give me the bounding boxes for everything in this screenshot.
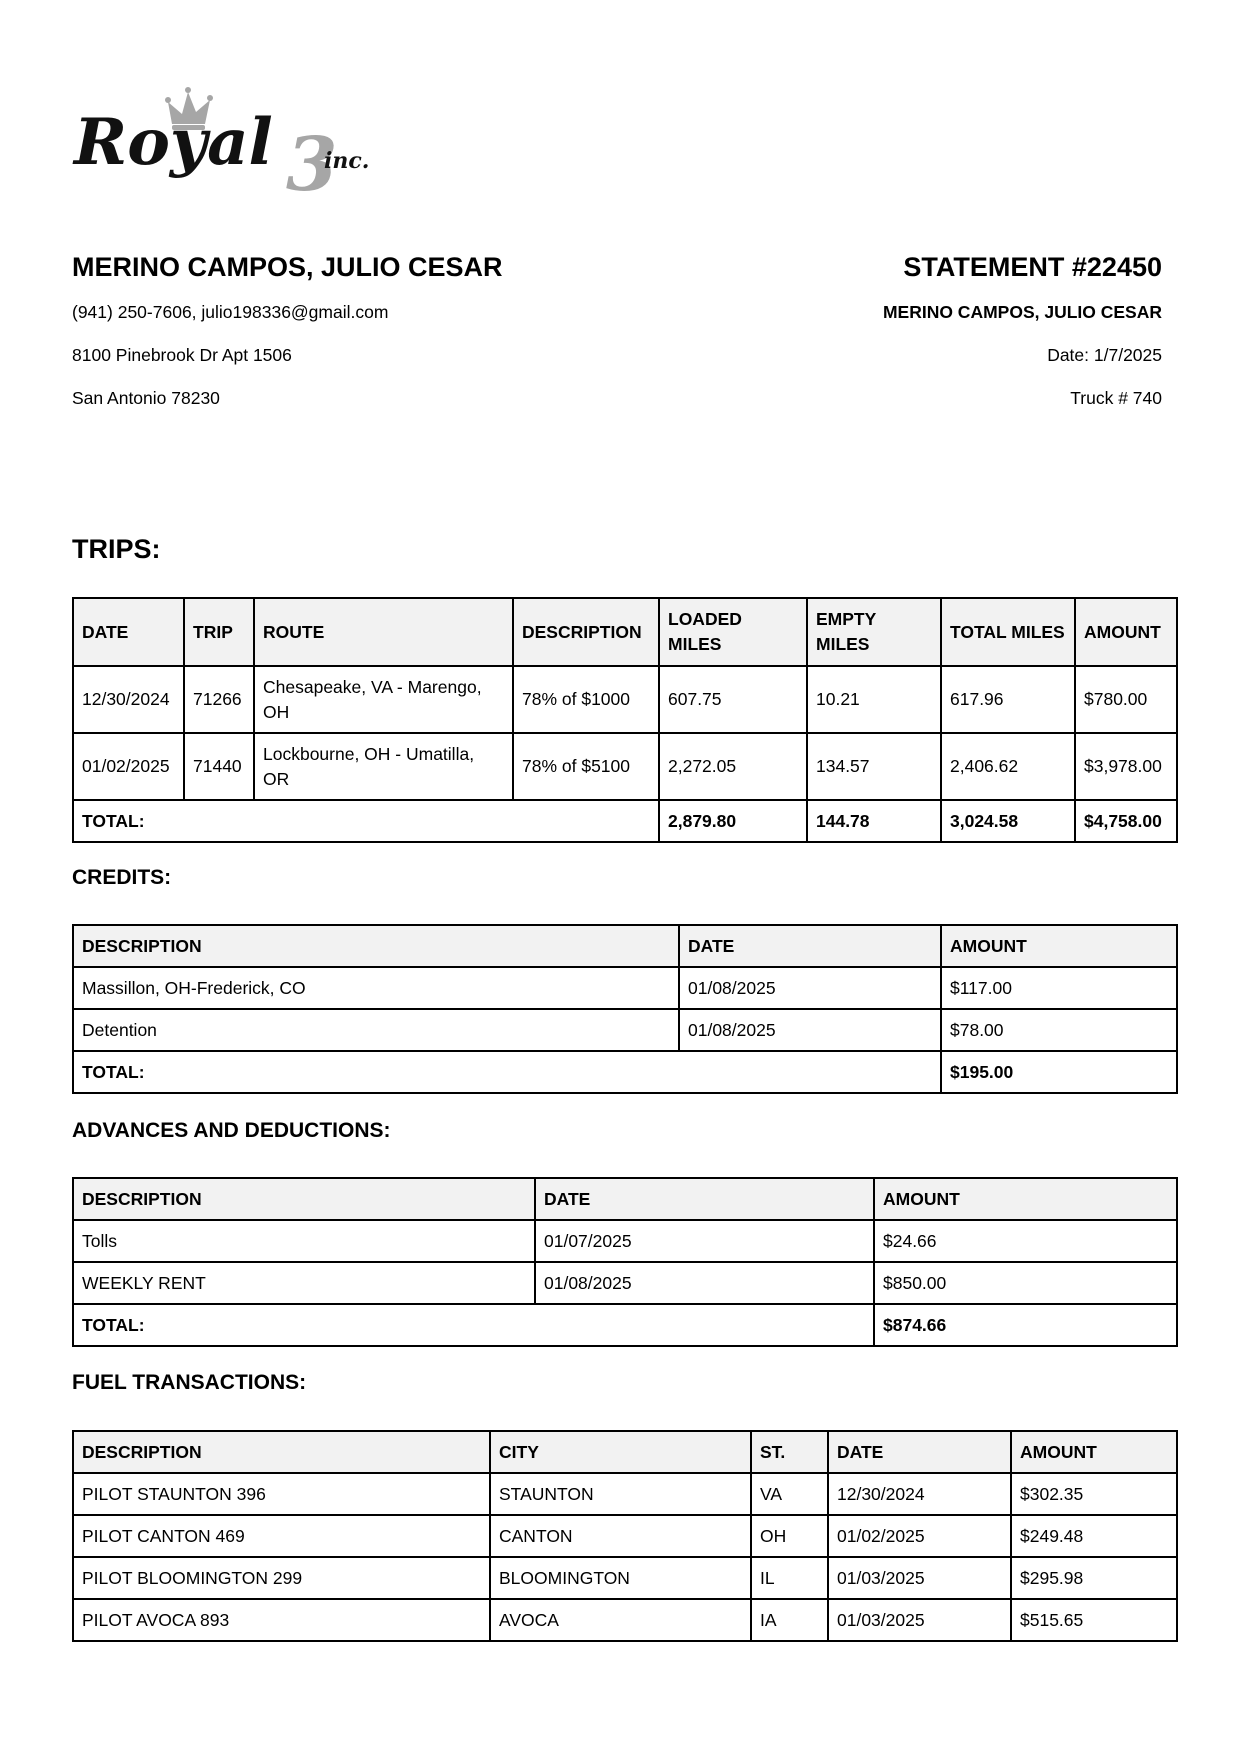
fuel-city: STAUNTON [490,1473,751,1515]
table-row [73,1599,1177,1641]
credits-header-row [73,925,1177,967]
advance-date: 01/08/2025 [535,1262,874,1304]
advances-table [72,1177,1178,1347]
trips-heading: TRIPS: [72,534,161,564]
col-header: DATE [73,598,184,666]
advances-heading: ADVANCES AND DEDUCTIONS: [72,1119,391,1142]
trip-empty-miles: 10.21 [807,666,941,733]
credit-date: 01/08/2025 [679,967,941,1009]
credits-heading: CREDITS: [72,866,172,889]
total-amount: $195.00 [941,1051,1177,1093]
advances-header-row [73,1178,1177,1220]
col-header: LOADED MILES [659,598,807,666]
trip-route: Lockbourne, OH - Umatilla, OR [254,733,513,800]
trips-table [72,597,1178,843]
trip-amount: $780.00 [1075,666,1177,733]
trip-loaded-miles: 2,272.05 [659,733,807,800]
table-row [73,1009,1177,1051]
driver-name: MERINO CAMPOS, JULIO CESAR [72,252,503,282]
total-amount: $874.66 [874,1304,1177,1346]
advance-amount: $24.66 [874,1220,1177,1262]
total-label: TOTAL: [73,800,659,842]
svg-text:3: 3 [286,122,338,196]
trip-empty-miles: 134.57 [807,733,941,800]
table-row [73,967,1177,1009]
col-header: CITY [490,1431,751,1473]
fuel-description: PILOT BLOOMINGTON 299 [73,1557,490,1599]
advance-amount: $850.00 [874,1262,1177,1304]
fuel-description: PILOT STAUNTON 396 [73,1473,490,1515]
total-empty-miles: 144.78 [807,800,941,842]
credit-amount: $117.00 [941,967,1177,1009]
fuel-state: IL [751,1557,828,1599]
table-row [73,1262,1177,1304]
fuel-date: 01/03/2025 [828,1557,1011,1599]
fuel-header-row [73,1431,1177,1473]
driver-info [72,250,632,409]
total-miles: 3,024.58 [941,800,1075,842]
fuel-state: OH [751,1515,828,1557]
col-header: TRIP [184,598,254,666]
col-header: DATE [828,1431,1011,1473]
company-logo [72,78,392,196]
advances-total-row [73,1304,1177,1346]
driver-contact: (941) 250-7606, julio198336@gmail.com [72,302,389,322]
royal-3-logo-art [72,78,392,196]
statement-title: STATEMENT #22450 [903,252,1162,282]
col-header: EMPTY MILES [807,598,941,666]
credit-description: Detention [73,1009,679,1051]
col-header: TOTAL MILES [941,598,1075,666]
trip-total-miles: 2,406.62 [941,733,1075,800]
col-header: AMOUNT [941,925,1177,967]
col-header: DESCRIPTION [73,1178,535,1220]
fuel-amount: $515.65 [1011,1599,1177,1641]
trip-total-miles: 617.96 [941,666,1075,733]
fuel-date: 01/03/2025 [828,1599,1011,1641]
table-row [73,1557,1177,1599]
col-header: ROUTE [254,598,513,666]
driver-address-line2: San Antonio 78230 [72,388,220,408]
statement-date: Date: 1/7/2025 [1047,345,1162,365]
total-loaded-miles: 2,879.80 [659,800,807,842]
fuel-description: PILOT AVOCA 893 [73,1599,490,1641]
col-header: AMOUNT [874,1178,1177,1220]
fuel-state: IA [751,1599,828,1641]
fuel-city: CANTON [490,1515,751,1557]
credit-description: Massillon, OH-Frederick, CO [73,967,679,1009]
total-label: TOTAL: [73,1304,874,1346]
fuel-city: AVOCA [490,1599,751,1641]
col-header: DESCRIPTION [513,598,659,666]
col-header: DESCRIPTION [73,1431,490,1473]
credits-total-row [73,1051,1177,1093]
total-label: TOTAL: [73,1051,941,1093]
table-row [73,1515,1177,1557]
trips-header-row [73,598,1177,666]
fuel-amount: $249.48 [1011,1515,1177,1557]
trip-date: 01/02/2025 [73,733,184,800]
fuel-table [72,1430,1178,1642]
table-row [73,666,1177,733]
col-header: DATE [679,925,941,967]
col-header: DATE [535,1178,874,1220]
trip-number: 71266 [184,666,254,733]
credit-date: 01/08/2025 [679,1009,941,1051]
trip-description: 78% of $1000 [513,666,659,733]
trip-date: 12/30/2024 [73,666,184,733]
table-row [73,1473,1177,1515]
credit-amount: $78.00 [941,1009,1177,1051]
advance-description: Tolls [73,1220,535,1262]
trip-number: 71440 [184,733,254,800]
svg-text:Royal: Royal [74,105,273,180]
trip-amount: $3,978.00 [1075,733,1177,800]
table-row [73,733,1177,800]
credits-table [72,924,1178,1094]
trip-route: Chesapeake, VA - Marengo, OH [254,666,513,733]
col-header: AMOUNT [1011,1431,1177,1473]
fuel-date: 12/30/2024 [828,1473,1011,1515]
fuel-amount: $295.98 [1011,1557,1177,1599]
col-header: DESCRIPTION [73,925,679,967]
driver-address-line1: 8100 Pinebrook Dr Apt 1506 [72,345,292,365]
statement-name: MERINO CAMPOS, JULIO CESAR [882,302,1162,322]
fuel-state: VA [751,1473,828,1515]
col-header: AMOUNT [1075,598,1177,666]
col-header: ST. [751,1431,828,1473]
trip-description: 78% of $5100 [513,733,659,800]
fuel-amount: $302.35 [1011,1473,1177,1515]
advance-description: WEEKLY RENT [73,1262,535,1304]
table-row [73,1220,1177,1262]
fuel-city: BLOOMINGTON [490,1557,751,1599]
trips-total-row [73,800,1177,842]
fuel-date: 01/02/2025 [828,1515,1011,1557]
svg-text:inc.: inc. [324,148,370,174]
statement-info [602,250,1162,409]
fuel-description: PILOT CANTON 469 [73,1515,490,1557]
total-amount: $4,758.00 [1075,800,1177,842]
advance-date: 01/07/2025 [535,1220,874,1262]
truck-number: Truck # 740 [1070,388,1162,408]
fuel-heading: FUEL TRANSACTIONS: [72,1371,307,1394]
trip-loaded-miles: 607.75 [659,666,807,733]
